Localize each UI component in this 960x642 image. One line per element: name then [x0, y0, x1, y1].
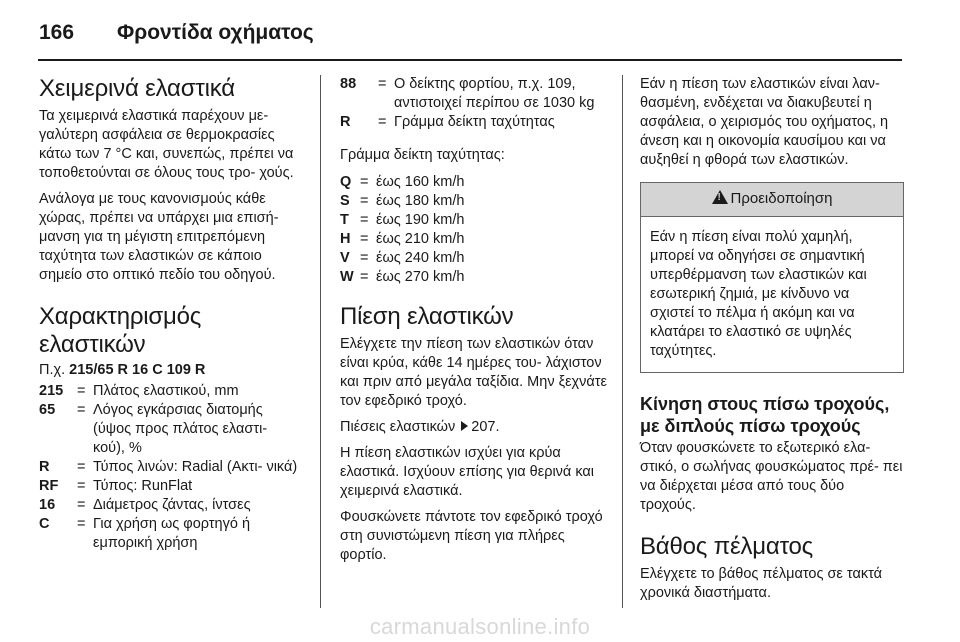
example-code: 215/65 R 16 C 109 R: [69, 362, 206, 378]
section-title-tread-depth: Βάθος πέλματος: [640, 533, 814, 560]
pressure-paragraph-3: Η πίεση ελαστικών ισχύει για κρύα ελαστικά. Ισχύουν επίσης για θερινά και χειμερινά ελαστικά.: [340, 445, 595, 499]
list-item: T = έως 190 km/h: [340, 211, 610, 230]
rear-wheels-paragraph: Όταν φουσκώνετε το εξωτερικό ελα- στικό, ο σωλήνας φουσκώματος πρέ- πει να διέρχεται μέσα από τους δύο τροχούς.: [640, 440, 903, 513]
list-item: H = έως 210 km/h: [340, 230, 610, 249]
item-key: W: [340, 269, 354, 285]
item-value: Για χρήση ως φορτηγό ή εμπορική χρήση: [93, 516, 251, 551]
item-value: Διάμετρος ζάντας, ίντσες: [93, 497, 251, 513]
reference-arrow-icon: [461, 421, 468, 431]
item-key: 65: [39, 402, 56, 418]
column-divider-2: [622, 75, 623, 608]
designation-list: [39, 382, 301, 553]
page-number: 166: [39, 21, 75, 44]
header-rule: [38, 59, 902, 61]
list-item: 88 = Ο δείκτης φορτίου, π.χ. 109, αντιστοιχεί περίπου σε 1030 kg: [340, 75, 610, 113]
list-item: C = Για χρήση ως φορτηγό ή εμπορική χρήση: [39, 515, 301, 553]
item-key: V: [340, 250, 350, 266]
item-value: Πλάτος ελαστικού, mm: [93, 383, 239, 399]
example-prefix: Π.χ.: [39, 362, 66, 378]
column-2: [340, 75, 610, 572]
warning-box: [640, 182, 904, 373]
item-key: RF: [39, 478, 59, 494]
list-item: 16 = Διάμετρος ζάντας, ίντσες: [39, 496, 301, 515]
item-value: έως 190 km/h: [376, 212, 465, 228]
section-title-tyre-pressure: Πίεση ελαστικών: [340, 303, 514, 330]
item-value: Λόγος εγκάρσιας διατομής (ύψος προς πλάτος ελαστι- κού), %: [93, 402, 268, 456]
item-key: S: [340, 193, 350, 209]
speed-index-list: [340, 173, 610, 287]
item-key: 215: [39, 383, 64, 399]
winter-paragraph-2: Ανάλογα με τους κανονισμούς κάθε χώρας, πρέπει να υπάρχει μια επισή- μανση για τη μέγιστη επιτρεπόμενη ταχύτητα των ελαστικών σε κάποιο σημείο στο οπτικό πεδίο του οδηγού.: [39, 191, 279, 283]
item-value: έως 270 km/h: [376, 269, 465, 285]
warning-header: [641, 183, 903, 217]
item-value: έως 180 km/h: [376, 193, 465, 209]
designation-example: [39, 361, 301, 380]
item-key: C: [39, 516, 50, 532]
list-item: RF = Τύπος: RunFlat: [39, 477, 301, 496]
warning-triangle-icon: [712, 190, 728, 204]
column-3: [640, 75, 904, 610]
section-title-winter-tyres: Χειμερινά ελαστικά: [39, 75, 235, 102]
pressure-consequence-paragraph: Εάν η πίεση των ελαστικών είναι λαν- θασμένη, ενδέχεται να διακυβευτεί η ασφάλεια, ο χειρισμός του οχήματος, η άνεση και η οικονομία καυσίμου και να αυξηθεί η φθορά των ελαστικών.: [640, 76, 889, 168]
pressure-paragraph-4: Φουσκώνετε πάντοτε τον εφεδρικό τροχό στη συνιστώμενη πίεση για πλήρες φορτίο.: [340, 509, 603, 563]
reference-page: 207.: [471, 419, 500, 435]
list-item: R = Τύπος λινών: Radial (Ακτι- νικά): [39, 458, 301, 477]
pressure-paragraph-1: Ελέγχετε την πίεση των ελαστικών όταν είναι κρύα, κάθε 14 ημέρες του- λάχιστον και πριν από μεγάλα ταξίδια. Μην ξεχνάτε τον εφεδρικό τροχό.: [340, 336, 607, 409]
page-title: Φροντίδα οχήματος: [117, 21, 314, 44]
tread-depth-paragraph: Ελέγχετε το βάθος πέλματος σε τακτά χρονικά διαστήματα.: [640, 566, 882, 601]
page-header: [0, 0, 960, 60]
item-value: Ο δείκτης φορτίου, π.χ. 109, αντιστοιχεί περίπου σε 1030 kg: [394, 76, 595, 111]
list-item: Q = έως 160 km/h: [340, 173, 610, 192]
item-key: 88: [340, 76, 357, 92]
pressure-reference[interactable]: [340, 418, 610, 437]
item-value: Γράμμα δείκτη ταχύτητας: [394, 114, 555, 130]
warning-body: Εάν η πίεση είναι πολύ χαμηλή, μπορεί να οδηγήσει σε σημαντική υπερθέρμανση των ελαστικών και εσωτερική ζημιά, με κίνδυνο να σχιστεί το πέλμα ή ακόμη και να κλατάρει το ελαστικό σε υψηλές ταχύτητες.: [650, 229, 867, 359]
reference-text: Πιέσεις ελαστικών: [340, 419, 456, 435]
list-item: S = έως 180 km/h: [340, 192, 610, 211]
item-key: H: [340, 231, 351, 247]
list-item: R = Γράμμα δείκτη ταχύτητας: [340, 113, 610, 132]
item-value: έως 240 km/h: [376, 250, 465, 266]
list-item: 65 = Λόγος εγκάρσιας διατομής (ύψος προς πλάτος ελαστι- κού), %: [39, 401, 301, 458]
warning-title: Προειδοποίηση: [730, 190, 833, 207]
item-value: έως 210 km/h: [376, 231, 465, 247]
item-key: Q: [340, 174, 352, 190]
item-value: Τύπος λινών: Radial (Ακτι- νικά): [93, 459, 298, 475]
list-item: 215 = Πλάτος ελαστικού, mm: [39, 382, 301, 401]
list-item: W = έως 270 km/h: [340, 268, 610, 287]
list-item: V = έως 240 km/h: [340, 249, 610, 268]
watermark: carmanualsonline.info: [369, 614, 591, 639]
column-divider-1: [320, 75, 321, 608]
item-key: R: [340, 114, 351, 130]
item-key: R: [39, 459, 50, 475]
section-title-rear-wheels: Κίνηση στους πίσω τροχούς, με διπλούς πίσω τροχούς: [640, 394, 890, 436]
item-value: Τύπος: RunFlat: [93, 478, 193, 494]
column-1: [39, 75, 301, 561]
section-title-tyre-designation: Χαρακτηρισμός ελαστικών: [39, 303, 202, 358]
load-speed-list: [340, 75, 610, 132]
item-value: έως 160 km/h: [376, 174, 465, 190]
item-key: 16: [39, 497, 56, 513]
winter-paragraph-1: Τα χειμερινά ελαστικά παρέχουν με- γαλύτερη ασφάλεια σε θερμοκρασίες κάτω των 7 °C και, συνεπώς, πρέπει να τοποθετούνται σε όλους τους τρο- χούς.: [39, 108, 294, 181]
speed-index-heading: Γράμμα δείκτη ταχύτητας:: [340, 147, 505, 163]
item-key: T: [340, 212, 349, 228]
